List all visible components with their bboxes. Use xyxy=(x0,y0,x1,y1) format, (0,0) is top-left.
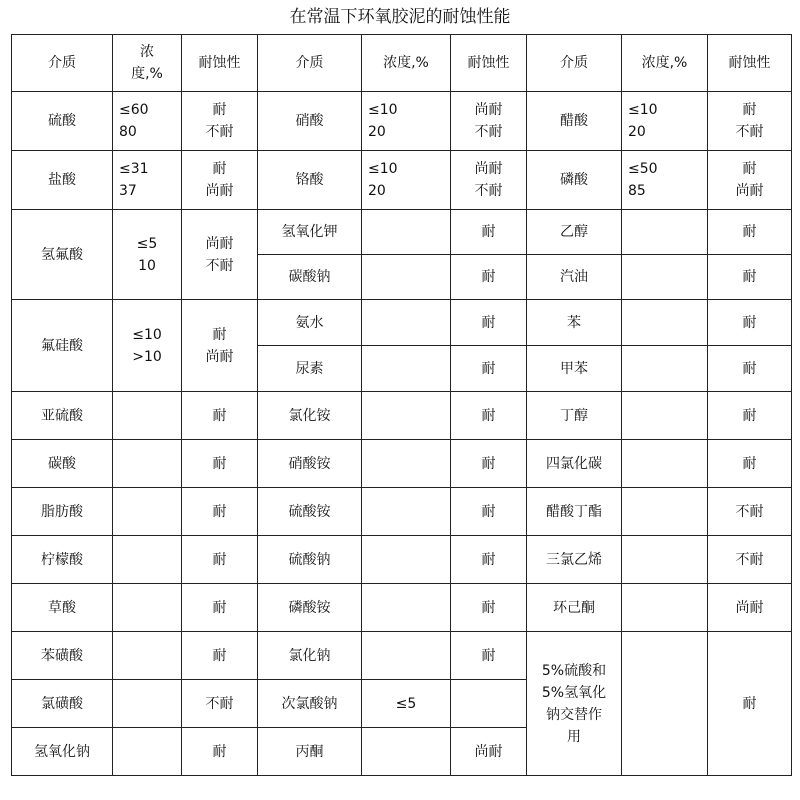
resist-cell: 耐 xyxy=(182,392,258,440)
conc-cell xyxy=(362,728,451,776)
resist-cell: 耐 xyxy=(182,728,258,776)
resist-cell: 不耐 xyxy=(708,536,792,584)
medium-cell: 四氯化碳 xyxy=(527,440,622,488)
header-medium-1: 介质 xyxy=(12,35,113,92)
conc-cell xyxy=(362,210,451,255)
resist-cell: 尚耐 xyxy=(708,584,792,632)
special-resist-cell: 耐 xyxy=(708,632,792,776)
medium-cell: 苯磺酸 xyxy=(12,632,113,680)
resist-cell: 耐 xyxy=(451,488,527,536)
conc-cell xyxy=(113,488,182,536)
medium-cell: 硫酸 xyxy=(12,92,113,151)
resist-cell: 耐 xyxy=(708,346,792,392)
conc-cell xyxy=(113,680,182,728)
conc-cell xyxy=(622,488,708,536)
special-medium-cell: 5%硫酸和 5%氢氧化 钠交替作 用 xyxy=(527,632,622,776)
medium-cell: 醋酸丁酯 xyxy=(527,488,622,536)
corrosion-table xyxy=(11,34,792,776)
resist-cell: 耐 xyxy=(451,392,527,440)
page-title: 在常温下环氧胶泥的耐蚀性能 xyxy=(289,7,511,27)
resist-cell: 耐 xyxy=(451,300,527,346)
conc-cell: ≤10 20 xyxy=(362,92,451,151)
resist-cell: 耐 xyxy=(182,440,258,488)
medium-cell: 氨水 xyxy=(258,300,362,346)
conc-cell xyxy=(113,728,182,776)
header-medium-3: 介质 xyxy=(527,35,622,92)
table-row xyxy=(12,632,792,680)
resist-cell: 耐 xyxy=(708,392,792,440)
conc-cell: ≤50 85 xyxy=(622,151,708,210)
conc-cell xyxy=(362,488,451,536)
resist-cell: 尚耐 不耐 xyxy=(451,92,527,151)
resist-cell: 不耐 xyxy=(708,488,792,536)
medium-cell: 汽油 xyxy=(527,255,622,300)
medium-cell: 醋酸 xyxy=(527,92,622,151)
resist-cell: 耐 xyxy=(708,300,792,346)
conc-cell: ≤10 20 xyxy=(622,92,708,151)
conc-cell xyxy=(622,440,708,488)
conc-cell xyxy=(362,255,451,300)
header-row xyxy=(12,35,792,92)
header-conc-3: 浓度,% xyxy=(622,35,708,92)
table-row xyxy=(12,488,792,536)
medium-cell: 甲苯 xyxy=(527,346,622,392)
medium-cell: 氢氟酸 xyxy=(12,210,113,300)
resist-cell: 耐 xyxy=(451,536,527,584)
resist-cell: 尚耐 不耐 xyxy=(182,210,258,300)
resist-cell: 耐 xyxy=(451,346,527,392)
table-row xyxy=(12,392,792,440)
medium-cell: 苯 xyxy=(527,300,622,346)
medium-cell: 丙酮 xyxy=(258,728,362,776)
medium-cell: 磷酸铵 xyxy=(258,584,362,632)
resist-cell: 耐 尚耐 xyxy=(708,151,792,210)
conc-cell xyxy=(622,255,708,300)
resist-cell: 耐 尚耐 xyxy=(182,300,258,392)
conc-cell: ≤10 20 xyxy=(362,151,451,210)
conc-cell xyxy=(113,584,182,632)
resist-cell: 耐 xyxy=(182,584,258,632)
resist-cell: 耐 不耐 xyxy=(182,92,258,151)
resist-cell: 耐 xyxy=(451,255,527,300)
conc-cell xyxy=(113,632,182,680)
medium-cell: 硝酸 xyxy=(258,92,362,151)
medium-cell: 草酸 xyxy=(12,584,113,632)
resist-cell: 耐 xyxy=(708,255,792,300)
resist-cell: 耐 xyxy=(182,488,258,536)
resist-cell: 尚耐 不耐 xyxy=(451,151,527,210)
medium-cell: 磷酸 xyxy=(527,151,622,210)
table-row xyxy=(12,300,792,346)
resist-cell: 耐 xyxy=(451,210,527,255)
header-resist-1: 耐蚀性 xyxy=(182,35,258,92)
conc-cell: ≤60 80 xyxy=(113,92,182,151)
resist-cell: 不耐 xyxy=(182,680,258,728)
conc-cell xyxy=(622,392,708,440)
medium-cell: 氯磺酸 xyxy=(12,680,113,728)
resist-cell xyxy=(451,680,527,728)
medium-cell: 乙醇 xyxy=(527,210,622,255)
table-row xyxy=(12,536,792,584)
table-row xyxy=(12,440,792,488)
resist-cell: 耐 不耐 xyxy=(708,92,792,151)
medium-cell: 脂肪酸 xyxy=(12,488,113,536)
medium-cell: 亚硫酸 xyxy=(12,392,113,440)
header-resist-2: 耐蚀性 xyxy=(451,35,527,92)
conc-cell xyxy=(622,300,708,346)
conc-cell xyxy=(113,440,182,488)
medium-cell: 铬酸 xyxy=(258,151,362,210)
resist-cell: 耐 xyxy=(708,440,792,488)
conc-cell: ≤5 10 xyxy=(113,210,182,300)
resist-cell: 耐 xyxy=(451,440,527,488)
conc-cell xyxy=(362,584,451,632)
medium-cell: 柠檬酸 xyxy=(12,536,113,584)
table-row xyxy=(12,584,792,632)
conc-cell xyxy=(362,536,451,584)
medium-cell: 盐酸 xyxy=(12,151,113,210)
resist-cell: 耐 xyxy=(451,584,527,632)
header-conc-2: 浓度,% xyxy=(362,35,451,92)
medium-cell: 氯化钠 xyxy=(258,632,362,680)
header-conc-1: 浓 度,% xyxy=(113,35,182,92)
conc-cell: ≤5 xyxy=(362,680,451,728)
resist-cell: 耐 xyxy=(182,632,258,680)
conc-cell xyxy=(362,632,451,680)
resist-cell: 耐 xyxy=(708,210,792,255)
conc-cell xyxy=(622,536,708,584)
conc-cell xyxy=(622,632,708,776)
conc-cell xyxy=(362,440,451,488)
medium-cell: 硫酸铵 xyxy=(258,488,362,536)
resist-cell: 尚耐 xyxy=(451,728,527,776)
table-row xyxy=(12,210,792,255)
conc-cell xyxy=(113,536,182,584)
medium-cell: 氢氧化钾 xyxy=(258,210,362,255)
medium-cell: 丁醇 xyxy=(527,392,622,440)
conc-cell xyxy=(362,300,451,346)
conc-cell: ≤31 37 xyxy=(113,151,182,210)
medium-cell: 氟硅酸 xyxy=(12,300,113,392)
conc-cell xyxy=(362,392,451,440)
conc-cell xyxy=(362,346,451,392)
conc-cell xyxy=(622,584,708,632)
medium-cell: 次氯酸钠 xyxy=(258,680,362,728)
header-medium-2: 介质 xyxy=(258,35,362,92)
table-row xyxy=(12,151,792,210)
resist-cell: 耐 尚耐 xyxy=(182,151,258,210)
header-resist-3: 耐蚀性 xyxy=(708,35,792,92)
medium-cell: 三氯乙烯 xyxy=(527,536,622,584)
medium-cell: 环己酮 xyxy=(527,584,622,632)
table-row xyxy=(12,92,792,151)
medium-cell: 碳酸钠 xyxy=(258,255,362,300)
conc-cell: ≤10 >10 xyxy=(113,300,182,392)
resist-cell: 耐 xyxy=(451,632,527,680)
conc-cell xyxy=(622,210,708,255)
medium-cell: 氢氧化钠 xyxy=(12,728,113,776)
medium-cell: 尿素 xyxy=(258,346,362,392)
conc-cell xyxy=(113,392,182,440)
medium-cell: 碳酸 xyxy=(12,440,113,488)
conc-cell xyxy=(622,346,708,392)
medium-cell: 硫酸钠 xyxy=(258,536,362,584)
medium-cell: 硝酸铵 xyxy=(258,440,362,488)
resist-cell: 耐 xyxy=(182,536,258,584)
medium-cell: 氯化铵 xyxy=(258,392,362,440)
